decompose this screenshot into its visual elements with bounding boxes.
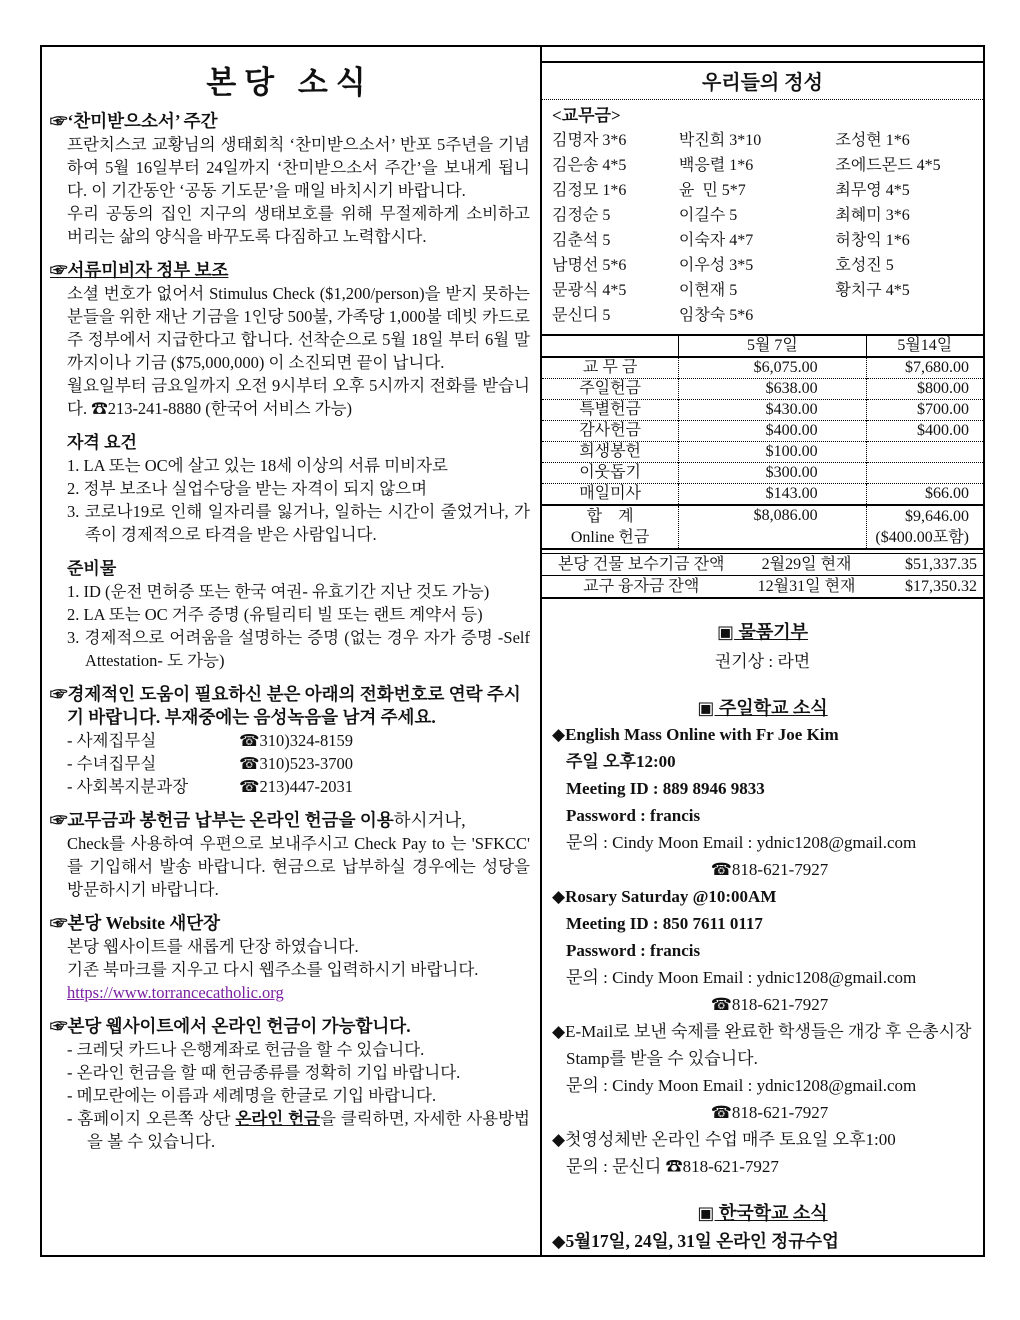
paragraph: 월요일부터 금요일까지 오전 9시부터 오후 5시까지 전화를 받습니다. ☎213-241-8880 (한국어 서비스 가능) [67,376,530,418]
korean-school-line: ◆5월17일, 24일, 31일 온라인 정규수업 [552,1231,839,1251]
section-eligibility [50,431,530,546]
amount-cell: $430.00 [679,400,866,421]
contact-row [67,729,530,752]
sunday-school-entry [552,883,973,1018]
total-amount [866,505,983,549]
row-label: 주일헌금 [542,379,679,400]
bulletin-document [40,45,985,1257]
tithe-name: 이우성 3*5 [678,257,754,274]
row-label: 희생봉헌 [542,442,679,463]
table-row [542,357,983,379]
table-row [542,484,983,506]
section-header: ▣ 물품기부 [716,622,809,642]
section-goods-donation [542,599,983,675]
tithe-title: <교무금> [552,106,621,125]
item-text: 을 클릭하면, 자세한 사용방법을 볼 수 있습니다. [87,1109,530,1151]
devotion-header: 우리들의 정성 [542,63,983,100]
tithe-name [835,303,975,328]
section-financial-help-contacts [50,683,530,798]
phone-line: ☎818-621-7927 [710,1103,829,1122]
total-amount: $8,086.00 [679,505,866,549]
section-heading [50,809,530,832]
balance-amount: $51,337.35 [905,556,977,573]
tithe-name: 백응렬 1*6 [678,157,754,174]
paragraph: 우리 공동의 집인 지구의 생태보호를 위해 무절제하게 소비하고 버리는 삶의 양식을 바꾸도록 다짐하고 노력합시다. [67,204,530,246]
section-laudato-si-week [50,110,530,248]
list-item: 2. 정부 보조나 실업수당을 받는 자격이 되지 않으며 [67,479,428,498]
amount-cell: $100.00 [679,442,866,463]
amount-cell: $7,680.00 [866,357,983,379]
contact-line: 문의 : Cindy Moon Email : ydnic1208@gmail.com [566,1076,917,1095]
entry-text: ◆E-Mail로 보낸 숙제를 완료한 학생들은 개강 후 은총시장 Stamp를 받을 수 있습니다. [552,1022,972,1068]
balance-row [542,554,983,576]
phone-line: ☎818-621-7927 [710,995,829,1014]
contact-line: 문의 : 문신디 ☎818-621-7927 [566,1157,779,1176]
tithe-name: 이숙자 4*7 [678,232,754,249]
tithe-name: 최혜미 3*6 [835,207,910,224]
balance-label: 본당 건물 보수기금 잔액 [557,556,725,573]
table-header-row [542,335,983,357]
list-item [67,1107,530,1153]
meeting-password: Password : francis [566,806,701,825]
balance-amount: $17,350.32 [873,576,983,599]
total-label [542,505,679,549]
tithe-name: 김정모 1*6 [552,182,627,199]
amount-cell: $800.00 [866,379,983,400]
table-row [542,379,983,400]
amount-cell: $66.00 [866,484,983,506]
section-heading: ☞서류미비자 정부 보조 [50,260,229,280]
table-row [542,400,983,421]
section-website-renewal [50,912,530,1004]
tithe-name: 허창익 1*6 [835,232,910,249]
phone-number: ☎213)447-2031 [239,777,354,796]
tithe-name: 이길수 5 [678,207,738,224]
row-label: 특별헌금 [542,400,679,421]
list-item: 1. LA 또는 OC에 살고 있는 18세 이상의 서류 미비자로 [67,456,448,475]
column-header: 5월14일 [866,335,983,357]
list-item: 1. ID (운전 면허증 또는 한국 여권- 유효기간 지난 것도 가능) [67,582,490,601]
tithe-name: 문신디 5 [552,307,611,324]
paragraph: 본당 웹사이트를 새롭게 단장 하였습니다. [67,937,359,956]
right-column [542,47,983,1255]
amount-cell: $143.00 [679,484,866,506]
website-link[interactable]: https://www.torrancecatholic.org [67,983,284,1002]
heading-bold-part: ☞교무금과 봉헌금 납부는 온라인 헌금을 이용 [50,810,394,830]
contact-label: - 사제집무실 [67,731,157,750]
tithe-name: 김춘석 5 [552,232,611,249]
amount-cell [866,463,983,484]
section-subheading: 준비물 [67,559,117,578]
section-heading: ☞‘찬미받으소서’ 주간 [50,111,218,131]
contact-line: 문의 : Cindy Moon Email : ydnic1208@gmail.com [566,968,917,987]
section-header: ▣ 주일학교 소식 [697,698,828,718]
donation-line: 권기상 : 라면 [714,652,811,671]
paragraph: Check를 사용하여 우편으로 보내주시고 Check Pay to 는 'SFKCC' 를 기입해서 발송 바랍니다. 현금으로 납부하실 경우에는 성당을 방문하시기 바랍니다. [67,834,530,899]
tithe-name: 김정순 5 [552,207,611,224]
sunday-school-entry [552,721,973,883]
column-header: 5월 7일 [679,335,866,357]
list-item: - 크레딧 카드나 은행계좌로 헌금을 할 수 있습니다. [67,1040,425,1059]
tithe-name: 임창숙 5*6 [678,307,754,324]
section-undocumented-aid [50,259,530,420]
amount-cell: $400.00 [866,421,983,442]
contact-label: - 수녀집무실 [67,754,157,773]
meeting-password: Password : francis [566,941,701,960]
tithe-name: 황치구 4*5 [835,282,910,299]
tithe-name: 김은송 4*5 [552,157,627,174]
amount-cell: $400.00 [679,421,866,442]
amount-cell [866,442,983,463]
entry-title: ◆Rosary Saturday @10:00AM [552,887,777,906]
section-subheading: 자격 요건 [67,433,137,452]
list-item: 3. 코로나19로 인해 일자리를 잃거나, 일하는 시간이 줄었거나, 가족이 경제적으로 타격을 받은 사람입니다. [67,502,530,544]
balance-date: 12월31일 현재 [740,576,872,599]
section-online-offering-payment [50,809,530,901]
tithe-name: 호성진 5 [835,257,894,274]
phone-number: ☎310)523-3700 [239,754,354,773]
phone-number: ☎310)324-8159 [239,731,354,750]
list-item: 2. LA 또는 OC 거주 증명 (유틸리티 빌 또는 랜트 계약서 등) [67,605,483,624]
total-amount-line1: $9,646.00 [905,508,969,525]
row-label: 감사헌금 [542,421,679,442]
entry-time: 주일 오후12:00 [566,752,676,771]
sunday-school-entry [552,1126,973,1180]
left-column [42,47,542,1255]
total-amount-line2: ($400.00포함) [875,529,969,546]
list-item: 3. 경제적으로 어려움을 설명하는 증명 (없는 경우 자가 증명 -Self Attestation- 도 가능) [67,628,530,670]
table-cell-empty [542,335,679,357]
amount-cell: $6,075.00 [679,357,866,379]
section-online-donation [50,1015,530,1153]
section-korean-school [542,1180,983,1255]
tithe-names-block [542,100,983,334]
tithe-name: 최무영 4*5 [835,182,910,199]
tithe-name: 박진희 3*10 [678,132,762,149]
top-spacer [542,47,983,63]
tithe-name: 남명선 5*6 [552,257,627,274]
tithe-name: 윤 민 5*7 [678,182,746,199]
offering-table [542,334,983,550]
tithe-name: 문광식 4*5 [552,282,627,299]
section-required-items [50,557,530,672]
total-row [542,505,983,549]
balance-label: 교구 융자금 잔액 [542,576,740,599]
total-label-line2: Online 헌금 [570,529,650,546]
tithe-name: 김명자 3*6 [552,132,627,149]
section-header: ▣ 한국학교 소식 [697,1203,828,1223]
tithe-name: 조에드몬드 4*5 [835,157,941,174]
meeting-id: Meeting ID : 889 8946 9833 [566,779,765,798]
meeting-id: Meeting ID : 850 7611 0117 [566,914,763,933]
table-row [542,442,983,463]
page-title: 본당 소식 [206,65,374,100]
balance-date: 2월29일 현재 [761,556,852,573]
balance-table [542,553,983,599]
section-heading: ☞경제적인 도움이 필요하신 분은 아래의 전화번호로 연락 주시기 바랍니다. 부재중에는 음성녹음을 남겨 주세요. [50,684,521,727]
contact-label: - 사회복지분과장 [67,777,189,796]
list-item: - 온라인 헌금을 할 때 헌금종류를 정확히 기입 바랍니다. [67,1063,461,1082]
contact-line: 문의 : Cindy Moon Email : ydnic1208@gmail.com [566,833,917,852]
sunday-school-entry [552,1018,973,1126]
entry-text: ◆첫영성체반 온라인 수업 매주 토요일 오후1:00 [552,1130,896,1149]
row-label: 이웃돕기 [542,463,679,484]
tithe-names-grid [552,128,975,328]
section-sunday-school [542,675,983,1180]
amount-cell: $638.00 [679,379,866,400]
section-heading: ☞본당 웹사이트에서 온라인 헌금이 가능합니다. [50,1016,411,1036]
amount-cell: $300.00 [679,463,866,484]
online-donation-emphasis: 온라인 헌금 [235,1109,320,1128]
amount-cell: $700.00 [866,400,983,421]
section-heading: ☞본당 Website 새단장 [50,913,221,933]
row-label: 매일미사 [542,484,679,506]
item-text: - 홈페이지 오른쪽 상단 [67,1109,236,1128]
entry-title: ◆English Mass Online with Fr Joe Kim [552,725,839,744]
balance-row [542,576,983,599]
table-row [542,421,983,442]
contact-row [67,775,530,798]
tithe-name: 이현재 5 [678,282,738,299]
phone-line: ☎818-621-7927 [710,860,829,879]
contact-row [67,752,530,775]
list-item: - 메모란에는 이름과 세례명을 한글로 기입 바랍니다. [67,1086,437,1105]
tithe-name: 조성현 1*6 [835,132,910,149]
row-label: 교 무 금 [542,357,679,379]
paragraph: 기존 북마크를 지우고 다시 웹주소를 입력하시기 바랍니다. [67,960,479,979]
table-row [542,463,983,484]
paragraph: 프란치스코 교황님의 생태회칙 ‘찬미받으소서’ 반포 5주년을 기념하여 5월 16일부터 24일까지 ‘찬미받으소서 주간’을 보내게 됩니다. 이 기간동안 ‘공동 기도문’을 매일 바치시기 바랍니다. [67,135,530,200]
heading-normal-part: 하시거나, [393,810,466,830]
total-label-line1: 합 계 [586,508,634,525]
paragraph: 소셜 번호가 없어서 Stimulus Check ($1,200/person)을 받지 못하는 분들을 위한 재난 기금을 1인당 500불, 가족당 1,000불 데빗 카드로 주 정부에서 지급한다고 합니다. 선착순으로 5월 18일 부터 6월 말까지이나 기금 ($75,000,000) 이 소진되면 끝이 납니다. [67,284,530,372]
